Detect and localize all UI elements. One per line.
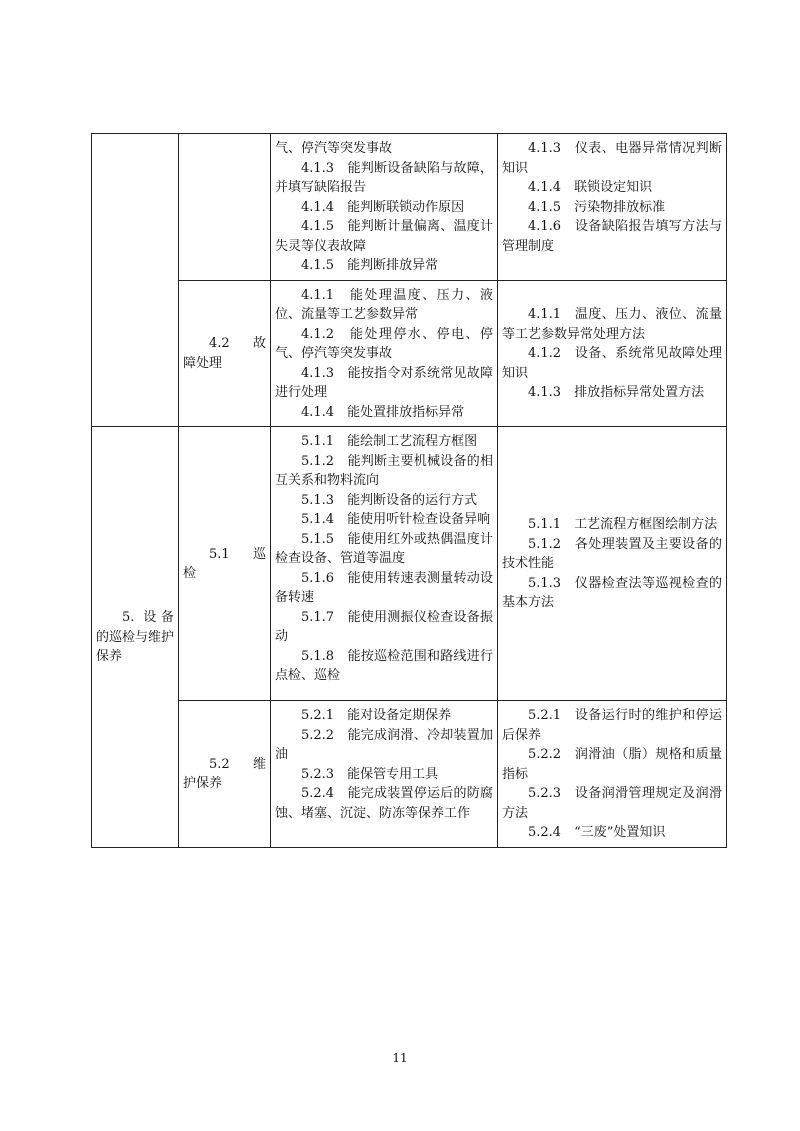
section-label: 5.1 巡检	[183, 546, 266, 581]
section-cell	[179, 280, 271, 427]
knowledge-item: 4.1.3 仪表、电器异常情况判断知识	[502, 141, 722, 176]
skill-item: 5.2.4 能完成装置停运后的防腐蚀、堵塞、沉淀、防冻等保养工作	[275, 786, 493, 821]
skills-standard-table	[91, 133, 727, 848]
knowledge-item: 4.1.2 设备、系统常见故障处理知识	[502, 346, 722, 381]
skill-item: 5.1.7 能使用测振仪检查设备振动	[275, 609, 493, 644]
section-cell	[179, 701, 271, 848]
skill-item: 4.1.3 能按指令对系统常见故障进行处理	[275, 365, 493, 400]
knowledge-item: 5.2.3 设备润滑管理规定及润滑方法	[502, 786, 722, 821]
table-row	[92, 427, 727, 701]
page-number: 11	[392, 1051, 408, 1065]
table-row	[92, 134, 727, 281]
skills-cell	[271, 280, 498, 427]
knowledge-item: 4.1.3 排放指标异常处置方法	[528, 385, 705, 400]
table-row	[92, 701, 727, 848]
skill-item: 4.1.5 能判断计量偏离、温度计失灵等仪表故障	[275, 219, 493, 254]
knowledge-item: 4.1.4 联锁设定知识	[528, 180, 653, 195]
skills-cell	[271, 427, 498, 701]
skill-item: 5.1.6 能使用转速表测量转动设备转速	[275, 570, 493, 605]
knowledge-cell	[498, 134, 727, 281]
skill-item: 气、停汽等突发事故	[275, 141, 393, 156]
knowledge-item: 5.1.2 各处理装置及主要设备的技术性能	[502, 536, 722, 572]
category-cell-continued	[92, 134, 179, 427]
skill-item: 4.1.5 能判断排放异常	[301, 258, 439, 273]
skill-item: 4.1.3 能判断设备缺陷与故障，并填写缺陷报告	[275, 160, 493, 195]
skills-cell	[271, 134, 498, 281]
category-label: 5. 设备的巡检与维护保养	[96, 610, 175, 664]
skill-item: 4.1.1 能处理温度、压力、液位、流量等工艺参数异常	[275, 287, 493, 322]
knowledge-item: 5.1.1 工艺流程方框图绘制方法	[528, 517, 718, 533]
skill-item: 5.2.1 能对设备定期保养	[301, 708, 452, 723]
section-cell	[179, 427, 271, 701]
knowledge-item: 5.2.1 设备运行时的维护和停运后保养	[502, 708, 722, 743]
skill-item: 5.1.2 能判断主要机械设备的相互关系和物料流向	[275, 453, 493, 488]
category-cell	[92, 427, 179, 848]
skills-cell	[271, 701, 498, 848]
skill-item: 4.1.4 能处置排放指标异常	[301, 404, 465, 420]
section-label: 5.2 维护保养	[183, 756, 266, 792]
section-cell-continued	[179, 134, 271, 281]
skill-item: 5.1.3 能判断设备的运行方式	[301, 492, 478, 508]
section-label: 4.2 故障处理	[183, 336, 266, 371]
knowledge-item: 4.1.1 温度、压力、液位、流量等工艺参数异常处理方法	[502, 307, 722, 342]
skill-item: 5.2.2 能完成润滑、冷却装置加油	[275, 727, 493, 762]
skill-item: 5.1.1 能绘制工艺流程方框图	[301, 434, 478, 449]
skill-item: 5.1.5 能使用红外或热偶温度计检查设备、管道等温度	[275, 531, 493, 566]
knowledge-item: 5.2.2 润滑油（脂）规格和质量指标	[502, 747, 722, 782]
knowledge-cell	[498, 427, 727, 701]
skill-item: 5.1.4 能使用听针检查设备异响	[301, 512, 491, 527]
table-row	[92, 280, 727, 427]
knowledge-item: 5.2.4 “三废”处置知识	[528, 825, 666, 840]
skill-item: 4.1.2 能处理停水、停电、停气、停汽等突发事故	[275, 326, 493, 361]
knowledge-cell	[498, 280, 727, 427]
skill-item: 5.2.3 能保管专用工具	[301, 766, 439, 782]
skill-item: 4.1.4 能判断联锁动作原因	[301, 199, 465, 215]
knowledge-item: 5.1.3 仪器检查法等巡视检查的基本方法	[502, 575, 722, 611]
knowledge-cell	[498, 701, 727, 848]
skill-item: 5.1.8 能按巡检范围和路线进行点检、巡检	[275, 648, 493, 683]
knowledge-item: 4.1.6 设备缺陷报告填写方法与管理制度	[502, 219, 722, 254]
knowledge-item: 4.1.5 污染物排放标准	[528, 199, 666, 215]
